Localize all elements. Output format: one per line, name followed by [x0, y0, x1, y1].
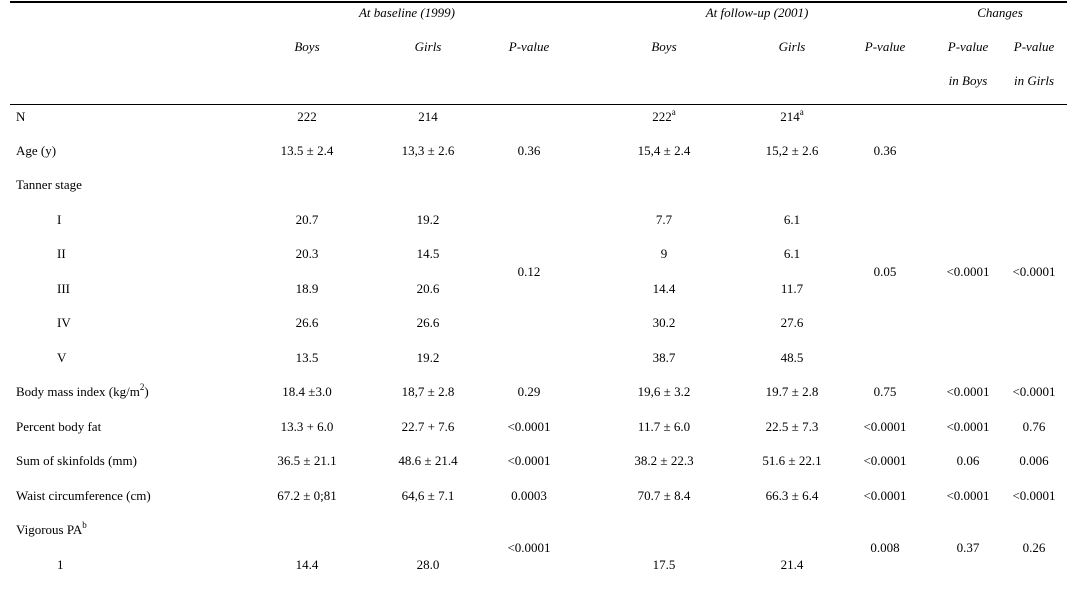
cell-bmi-followup-boys: 19,6 ± 3.2 [637, 384, 691, 399]
cell-tanner-ii-followup-girls: 6.1 [783, 246, 801, 261]
cell-tanner-baseline-pvalue: 0.12 [517, 264, 541, 279]
cell-vpa-1-baseline-girls: 28.0 [416, 557, 440, 572]
cell-tanner-v-followup-boys: 38.7 [652, 350, 676, 365]
cell-skin-followup-girls: 51.6 ± 22.1 [762, 453, 822, 468]
cell-bmi-baseline-girls: 18,7 ± 2.8 [401, 384, 455, 399]
cell-n-baseline-girls: 214 [418, 109, 438, 124]
row-label-skinfolds: Sum of skinfolds (mm) [16, 453, 137, 468]
cell-tanner-i-followup-girls: 6.1 [783, 212, 801, 227]
cell-age-baseline-girls: 13,3 ± 2.6 [401, 143, 455, 158]
cell-tanner-iii-followup-boys: 14.4 [652, 281, 676, 296]
header-baseline-pvalue: P-value [508, 39, 550, 54]
cell-vpa-change-boys: 0.37 [956, 540, 980, 555]
cell-waist-baseline-pvalue: 0.0003 [511, 488, 547, 503]
header-rule [10, 104, 1067, 105]
header-baseline-girls: Girls [414, 39, 442, 54]
row-label-tanner-iii: III [57, 281, 70, 296]
row-label-vpa-1: 1 [57, 557, 64, 572]
header-changes-pvalue-boys: P-value [947, 39, 989, 54]
cell-tanner-i-baseline-boys: 20.7 [295, 212, 319, 227]
cell-skin-baseline-boys: 36.5 ± 21.1 [277, 453, 337, 468]
cell-age-followup-boys: 15,4 ± 2.4 [637, 143, 691, 158]
row-label-tanner: Tanner stage [16, 177, 82, 192]
header-group-baseline: At baseline (1999) [358, 5, 456, 20]
cell-tanner-v-baseline-boys: 13.5 [295, 350, 319, 365]
row-label-waist: Waist circumference (cm) [16, 488, 151, 503]
cell-waist-baseline-boys: 67.2 ± 0;81 [277, 488, 337, 503]
row-label-tanner-v: V [57, 350, 67, 365]
cell-bmi-change-boys: <0.0001 [946, 384, 990, 399]
row-label-age: Age (y) [16, 143, 57, 158]
cell-tanner-iv-baseline-girls: 26.6 [416, 315, 440, 330]
cell-fat-baseline-boys: 13.3 + 6.0 [280, 419, 334, 434]
cell-tanner-iii-baseline-boys: 18.9 [295, 281, 319, 296]
cell-tanner-followup-pvalue: 0.05 [873, 264, 897, 279]
cell-skin-baseline-girls: 48.6 ± 21.4 [398, 453, 458, 468]
cell-age-baseline-boys: 13.5 ± 2.4 [280, 143, 334, 158]
cell-vpa-change-girls: 0.26 [1022, 540, 1046, 555]
row-label-n: N [16, 109, 26, 124]
top-rule [10, 1, 1067, 3]
cell-tanner-v-followup-girls: 48.5 [780, 350, 804, 365]
cell-fat-followup-boys: 11.7 ± 6.0 [637, 419, 691, 434]
cell-waist-followup-boys: 70.7 ± 8.4 [637, 488, 691, 503]
cell-vpa-baseline-pvalue: <0.0001 [507, 540, 551, 555]
cell-tanner-i-followup-boys: 7.7 [655, 212, 673, 227]
header-changes-in-boys: in Boys [948, 73, 988, 88]
cell-bmi-followup-pvalue: 0.75 [873, 384, 897, 399]
cell-tanner-ii-baseline-girls: 14.5 [416, 246, 440, 261]
row-label-tanner-i: I [57, 212, 62, 227]
cell-tanner-iii-baseline-girls: 20.6 [416, 281, 440, 296]
cell-tanner-iv-baseline-boys: 26.6 [295, 315, 319, 330]
cell-age-baseline-pvalue: 0.36 [517, 143, 541, 158]
header-group-followup: At follow-up (2001) [705, 5, 809, 20]
header-followup-pvalue: P-value [864, 39, 906, 54]
cell-tanner-i-baseline-girls: 19.2 [416, 212, 440, 227]
cell-n-baseline-boys: 222 [297, 109, 317, 124]
cell-skin-followup-boys: 38.2 ± 22.3 [634, 453, 694, 468]
cell-skin-followup-pvalue: <0.0001 [863, 453, 907, 468]
header-group-changes: Changes [977, 5, 1023, 20]
cell-waist-change-boys: <0.0001 [946, 488, 990, 503]
cell-tanner-iv-followup-girls: 27.6 [780, 315, 804, 330]
row-label-bmi: Body mass index $(kg/m^2)$ [16, 381, 149, 399]
row-label-body-fat: Percent body fat [16, 419, 102, 434]
cell-vpa-1-followup-girls: 21.4 [780, 557, 804, 572]
cell-n-followup-boys: 222$^a$ [652, 106, 676, 124]
cell-fat-change-boys: <0.0001 [946, 419, 990, 434]
cell-age-followup-girls: 15,2 ± 2.6 [765, 143, 819, 158]
header-changes-pvalue-girls: P-value [1013, 39, 1055, 54]
cell-skin-change-girls: 0.006 [1019, 453, 1049, 468]
cell-fat-followup-pvalue: <0.0001 [863, 419, 907, 434]
cell-waist-change-girls: <0.0001 [1012, 488, 1056, 503]
header-changes-in-girls: in Girls [1013, 73, 1055, 88]
cell-vpa-1-baseline-boys: 14.4 [295, 557, 319, 572]
cell-tanner-iv-followup-boys: 30.2 [652, 315, 676, 330]
cell-bmi-baseline-pvalue: 0.29 [517, 384, 541, 399]
header-followup-girls: Girls [778, 39, 806, 54]
cell-bmi-baseline-boys: 18.4 ±3.0 [282, 384, 332, 399]
row-label-vigorous-pa: Vigorous $PA^b$ [16, 519, 87, 537]
cell-tanner-change-boys: <0.0001 [946, 264, 990, 279]
header-followup-boys: Boys [651, 39, 677, 54]
cell-waist-baseline-girls: 64,6 ± 7.1 [401, 488, 455, 503]
cell-tanner-ii-baseline-boys: 20.3 [295, 246, 319, 261]
cell-tanner-ii-followup-boys: 9 [660, 246, 668, 261]
cell-skin-baseline-pvalue: <0.0001 [507, 453, 551, 468]
cell-tanner-iii-followup-girls: 11.7 [780, 281, 804, 296]
cell-waist-followup-girls: 66.3 ± 6.4 [765, 488, 819, 503]
cell-tanner-v-baseline-girls: 19.2 [416, 350, 440, 365]
cell-fat-baseline-girls: 22.7 + 7.6 [401, 419, 455, 434]
row-label-tanner-iv: IV [57, 315, 71, 330]
cell-vpa-followup-pvalue: 0.008 [870, 540, 900, 555]
row-label-tanner-ii: II [57, 246, 66, 261]
cell-fat-baseline-pvalue: <0.0001 [507, 419, 551, 434]
cell-bmi-change-girls: <0.0001 [1012, 384, 1056, 399]
cell-tanner-change-girls: <0.0001 [1012, 264, 1056, 279]
cell-skin-change-boys: 0.06 [956, 453, 980, 468]
cell-n-followup-girls: 214$^a$ [780, 106, 804, 124]
cell-bmi-followup-girls: 19.7 ± 2.8 [765, 384, 819, 399]
cell-fat-change-girls: 0.76 [1022, 419, 1046, 434]
cell-age-followup-pvalue: 0.36 [873, 143, 897, 158]
cell-fat-followup-girls: 22.5 ± 7.3 [765, 419, 819, 434]
header-baseline-boys: Boys [294, 39, 320, 54]
cell-waist-followup-pvalue: <0.0001 [863, 488, 907, 503]
cell-vpa-1-followup-boys: 17.5 [652, 557, 676, 572]
